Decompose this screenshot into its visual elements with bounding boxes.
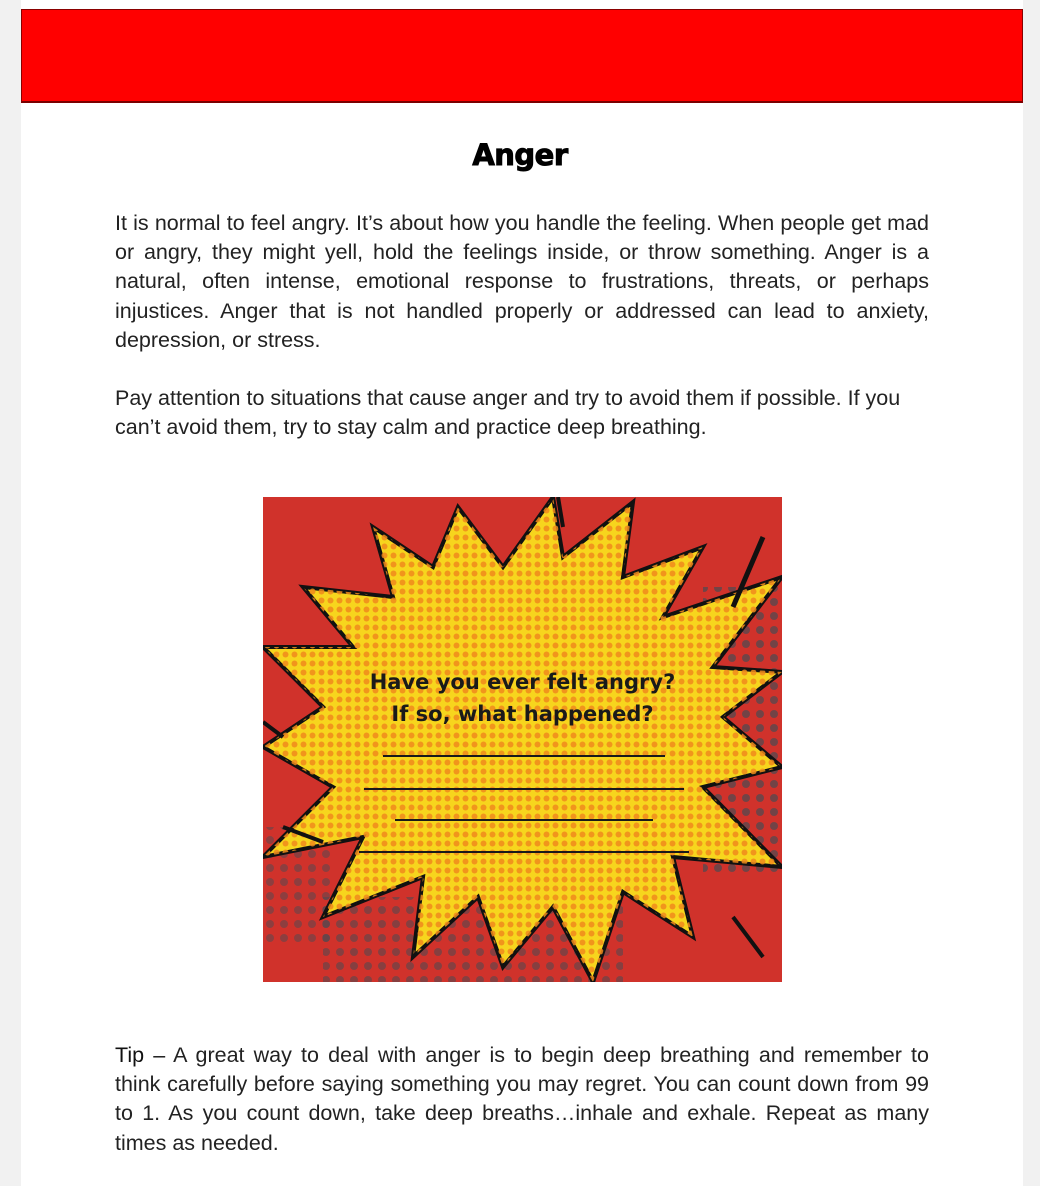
tip-paragraph [115, 1041, 929, 1158]
anger-burst-illustration [263, 497, 782, 982]
answer-line-1 [383, 755, 665, 757]
advice-paragraph: Pay attention to situations that cause anger and try to avoid them if possible. If you can’t avoid them, try to stay calm and practice deep breathing. [115, 386, 901, 440]
tip-text: A great way to deal with anger is to begin deep breathing and remember to think carefully before saying something you may regret. You can count down from 99 to 1. As you count down, take deep breaths…inhale and exhale. Repeat as many times as needed. [115, 1043, 929, 1155]
tip-label: Tip – [115, 1043, 174, 1067]
question-line-2: If so, what happened? [391, 702, 654, 726]
answer-line-4 [359, 851, 689, 853]
header-banner [21, 9, 1023, 103]
intro-paragraph: It is normal to feel angry. It’s about how you handle the feeling. When people get mad or angry, they might yell, hold the feelings inside, or throw something. Anger is a natural, often intense, emotional response to frustrations, threats, or perhaps injustices. Anger that is not handled properly or addressed can lead to anxiety, depression, or stress. [115, 211, 929, 352]
answer-line-3 [395, 819, 653, 821]
page-title: Anger [472, 138, 568, 172]
comic-burst-graphic [263, 497, 782, 982]
question-line-1: Have you ever felt angry? [369, 670, 676, 694]
answer-line-2 [364, 788, 684, 790]
